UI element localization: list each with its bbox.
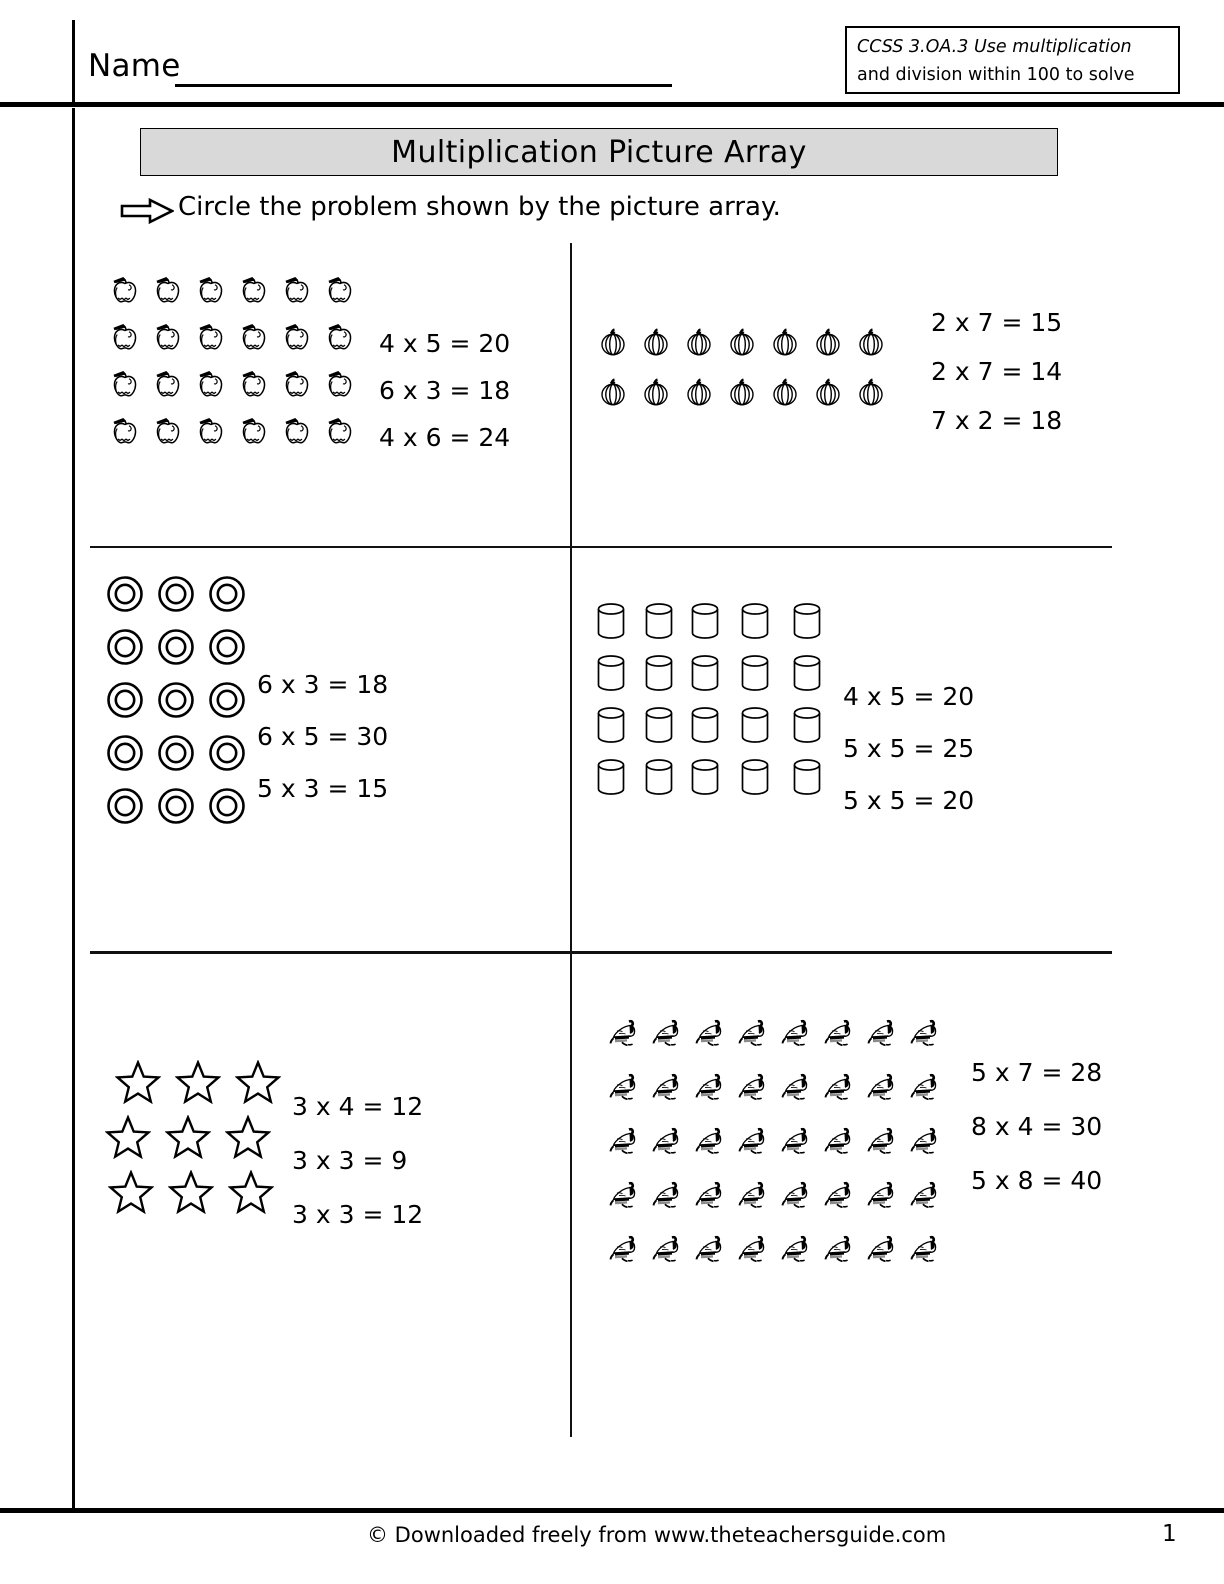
cylinder-icon — [688, 756, 722, 800]
problem-4-choices — [843, 682, 974, 815]
array-row — [608, 1126, 941, 1156]
horizontal-divider-2 — [90, 951, 1112, 954]
choice-option[interactable]: 5 x 5 = 25 — [843, 734, 975, 763]
apple-icon — [151, 413, 185, 447]
apple-icon — [194, 413, 228, 447]
pumpkin-icon — [725, 326, 759, 358]
directions-text: Circle the problem shown by the picture array. — [178, 192, 781, 222]
apple-icon — [280, 413, 314, 447]
choice-option[interactable]: 2 x 7 = 14 — [931, 357, 1063, 386]
choice-option[interactable]: 5 x 8 = 40 — [971, 1166, 1103, 1195]
quail-icon — [909, 1234, 941, 1264]
ccss-line-2: and division within 100 to solve — [857, 65, 1135, 85]
quail-icon — [909, 1018, 941, 1048]
apple-icon — [323, 366, 357, 400]
choice-option[interactable]: 8 x 4 = 30 — [971, 1112, 1103, 1141]
star-icon — [175, 1060, 221, 1104]
header-divider-bar — [0, 102, 1224, 107]
quail-icon — [866, 1072, 898, 1102]
problem-5-array — [105, 1060, 281, 1225]
problem-5-choices — [292, 1092, 423, 1229]
array-row — [108, 413, 357, 447]
array-row — [608, 1018, 941, 1048]
cylinder-icon — [688, 704, 722, 748]
array-row — [108, 319, 357, 353]
array-row — [608, 1072, 941, 1102]
array-row — [608, 1180, 941, 1210]
pumpkin-icon — [768, 376, 802, 408]
quail-icon — [694, 1126, 726, 1156]
cylinder-icon — [642, 704, 676, 748]
choice-option[interactable]: 5 x 3 = 15 — [257, 774, 389, 803]
pumpkin-icon — [596, 326, 630, 358]
cylinder-icon — [642, 652, 676, 696]
apple-icon — [151, 319, 185, 353]
cylinder-icon — [790, 704, 824, 748]
apple-icon — [280, 319, 314, 353]
ring-icon — [207, 733, 247, 773]
ring-icon — [156, 733, 196, 773]
array-row — [594, 600, 824, 644]
apple-icon — [323, 413, 357, 447]
choice-option[interactable]: 4 x 5 = 20 — [379, 329, 511, 358]
choice-option[interactable]: 4 x 5 = 20 — [843, 682, 975, 711]
quail-icon — [651, 1234, 683, 1264]
choice-option[interactable]: 6 x 3 = 18 — [379, 376, 511, 405]
choice-option[interactable]: 4 x 6 = 24 — [379, 423, 511, 452]
quail-icon — [608, 1126, 640, 1156]
left-margin-rule — [72, 108, 75, 1508]
apple-icon — [151, 272, 185, 306]
quail-icon — [737, 1018, 769, 1048]
problem-4-array — [594, 600, 824, 808]
problem-1-array — [108, 272, 357, 460]
quail-icon — [608, 1018, 640, 1048]
pumpkin-icon — [725, 376, 759, 408]
array-row — [105, 627, 247, 667]
star-icon — [235, 1060, 281, 1104]
choice-option[interactable]: 6 x 5 = 30 — [257, 722, 389, 751]
apple-icon — [194, 319, 228, 353]
apple-icon — [280, 272, 314, 306]
cylinder-icon — [594, 704, 628, 748]
array-row — [105, 574, 247, 614]
pumpkin-icon — [639, 326, 673, 358]
cylinder-icon — [790, 600, 824, 644]
quail-icon — [737, 1180, 769, 1210]
apple-icon — [108, 413, 142, 447]
ring-icon — [105, 733, 145, 773]
quail-icon — [823, 1126, 855, 1156]
footer-divider-bar — [0, 1508, 1224, 1513]
ring-icon — [156, 680, 196, 720]
array-row — [596, 326, 888, 358]
quail-icon — [780, 1180, 812, 1210]
pumpkin-icon — [854, 326, 888, 358]
choice-option[interactable]: 3 x 4 = 12 — [292, 1092, 424, 1121]
quail-icon — [823, 1234, 855, 1264]
problem-6-array — [608, 1018, 941, 1288]
array-row — [594, 704, 824, 748]
footer-page-number: 1 — [1162, 1521, 1177, 1547]
array-row — [108, 366, 357, 400]
quail-icon — [737, 1126, 769, 1156]
array-row — [108, 1170, 281, 1214]
footer-credit: © Downloaded freely from www.theteachersguide.com — [367, 1523, 947, 1547]
quail-icon — [651, 1018, 683, 1048]
quail-icon — [780, 1234, 812, 1264]
array-row — [115, 1060, 281, 1104]
apple-icon — [237, 319, 271, 353]
cylinder-icon — [594, 756, 628, 800]
cylinder-icon — [738, 652, 772, 696]
choice-option[interactable]: 6 x 3 = 18 — [257, 670, 389, 699]
apple-icon — [108, 272, 142, 306]
ring-icon — [105, 680, 145, 720]
name-label: Name — [88, 48, 181, 84]
apple-icon — [237, 366, 271, 400]
quail-icon — [823, 1018, 855, 1048]
problem-1-choices — [379, 329, 510, 452]
pumpkin-icon — [811, 376, 845, 408]
pumpkin-icon — [596, 376, 630, 408]
problem-2-choices — [931, 308, 1062, 435]
ring-icon — [156, 786, 196, 826]
apple-icon — [108, 366, 142, 400]
name-blank-line[interactable] — [175, 84, 672, 87]
quail-icon — [694, 1180, 726, 1210]
quail-icon — [909, 1072, 941, 1102]
star-icon — [115, 1060, 161, 1104]
quail-icon — [780, 1072, 812, 1102]
pumpkin-icon — [768, 326, 802, 358]
quail-icon — [694, 1018, 726, 1048]
vertical-divider — [570, 243, 572, 1437]
ring-icon — [105, 627, 145, 667]
cylinder-icon — [642, 600, 676, 644]
cylinder-icon — [738, 600, 772, 644]
apple-icon — [280, 366, 314, 400]
quail-icon — [694, 1072, 726, 1102]
array-row — [594, 756, 824, 800]
array-row — [596, 376, 888, 408]
star-icon — [228, 1170, 274, 1214]
pumpkin-icon — [854, 376, 888, 408]
cylinder-icon — [790, 756, 824, 800]
problem-2-array — [596, 326, 888, 426]
quail-icon — [866, 1234, 898, 1264]
array-row — [608, 1234, 941, 1264]
array-row — [105, 786, 247, 826]
choice-option[interactable]: 5 x 7 = 28 — [971, 1058, 1103, 1087]
apple-icon — [323, 272, 357, 306]
page-title — [140, 128, 1058, 176]
quail-icon — [823, 1180, 855, 1210]
quail-icon — [608, 1072, 640, 1102]
problem-3-array — [105, 574, 247, 839]
quail-icon — [866, 1018, 898, 1048]
array-row — [594, 652, 824, 696]
quail-icon — [780, 1126, 812, 1156]
choice-option[interactable]: 3 x 3 = 9 — [292, 1146, 408, 1175]
choice-option[interactable]: 7 x 2 = 18 — [931, 406, 1063, 435]
pumpkin-icon — [811, 326, 845, 358]
star-icon — [225, 1115, 271, 1159]
left-margin-rule-top — [72, 20, 75, 106]
star-icon — [165, 1115, 211, 1159]
array-row — [105, 733, 247, 773]
star-icon — [108, 1170, 154, 1214]
cylinder-icon — [738, 756, 772, 800]
cylinder-icon — [594, 600, 628, 644]
ccss-standard-box — [845, 26, 1180, 94]
quail-icon — [737, 1072, 769, 1102]
ring-icon — [207, 627, 247, 667]
ring-icon — [207, 574, 247, 614]
pumpkin-icon — [639, 376, 673, 408]
apple-icon — [151, 366, 185, 400]
apple-icon — [237, 413, 271, 447]
quail-icon — [737, 1234, 769, 1264]
ccss-line-1: CCSS 3.OA.3 Use multiplication — [857, 37, 1132, 57]
quail-icon — [694, 1234, 726, 1264]
quail-icon — [909, 1180, 941, 1210]
cylinder-icon — [738, 704, 772, 748]
cylinder-icon — [790, 652, 824, 696]
ring-icon — [156, 574, 196, 614]
pumpkin-icon — [682, 376, 716, 408]
quail-icon — [866, 1126, 898, 1156]
quail-icon — [651, 1180, 683, 1210]
star-icon — [105, 1115, 151, 1159]
cylinder-icon — [688, 652, 722, 696]
ring-icon — [207, 680, 247, 720]
quail-icon — [608, 1180, 640, 1210]
ring-icon — [105, 574, 145, 614]
apple-icon — [194, 272, 228, 306]
ring-icon — [105, 786, 145, 826]
ring-icon — [156, 627, 196, 667]
apple-icon — [323, 319, 357, 353]
quail-icon — [651, 1126, 683, 1156]
problem-3-choices — [257, 670, 388, 803]
pumpkin-icon — [682, 326, 716, 358]
apple-icon — [108, 319, 142, 353]
cylinder-icon — [642, 756, 676, 800]
right-arrow-icon — [120, 198, 174, 224]
array-row — [105, 1115, 281, 1159]
quail-icon — [651, 1072, 683, 1102]
quail-icon — [780, 1018, 812, 1048]
page-title-text: Multiplication Picture Array — [391, 134, 807, 170]
apple-icon — [194, 366, 228, 400]
problem-6-choices — [971, 1058, 1102, 1195]
choice-option[interactable]: 2 x 7 = 15 — [931, 308, 1063, 337]
quail-icon — [608, 1234, 640, 1264]
choice-option[interactable]: 5 x 5 = 20 — [843, 786, 975, 815]
array-row — [108, 272, 357, 306]
array-row — [105, 680, 247, 720]
choice-option[interactable]: 3 x 3 = 12 — [292, 1200, 424, 1229]
quail-icon — [866, 1180, 898, 1210]
horizontal-divider-1 — [90, 546, 1112, 548]
quail-icon — [823, 1072, 855, 1102]
star-icon — [168, 1170, 214, 1214]
cylinder-icon — [688, 600, 722, 644]
quail-icon — [909, 1126, 941, 1156]
apple-icon — [237, 272, 271, 306]
cylinder-icon — [594, 652, 628, 696]
ring-icon — [207, 786, 247, 826]
